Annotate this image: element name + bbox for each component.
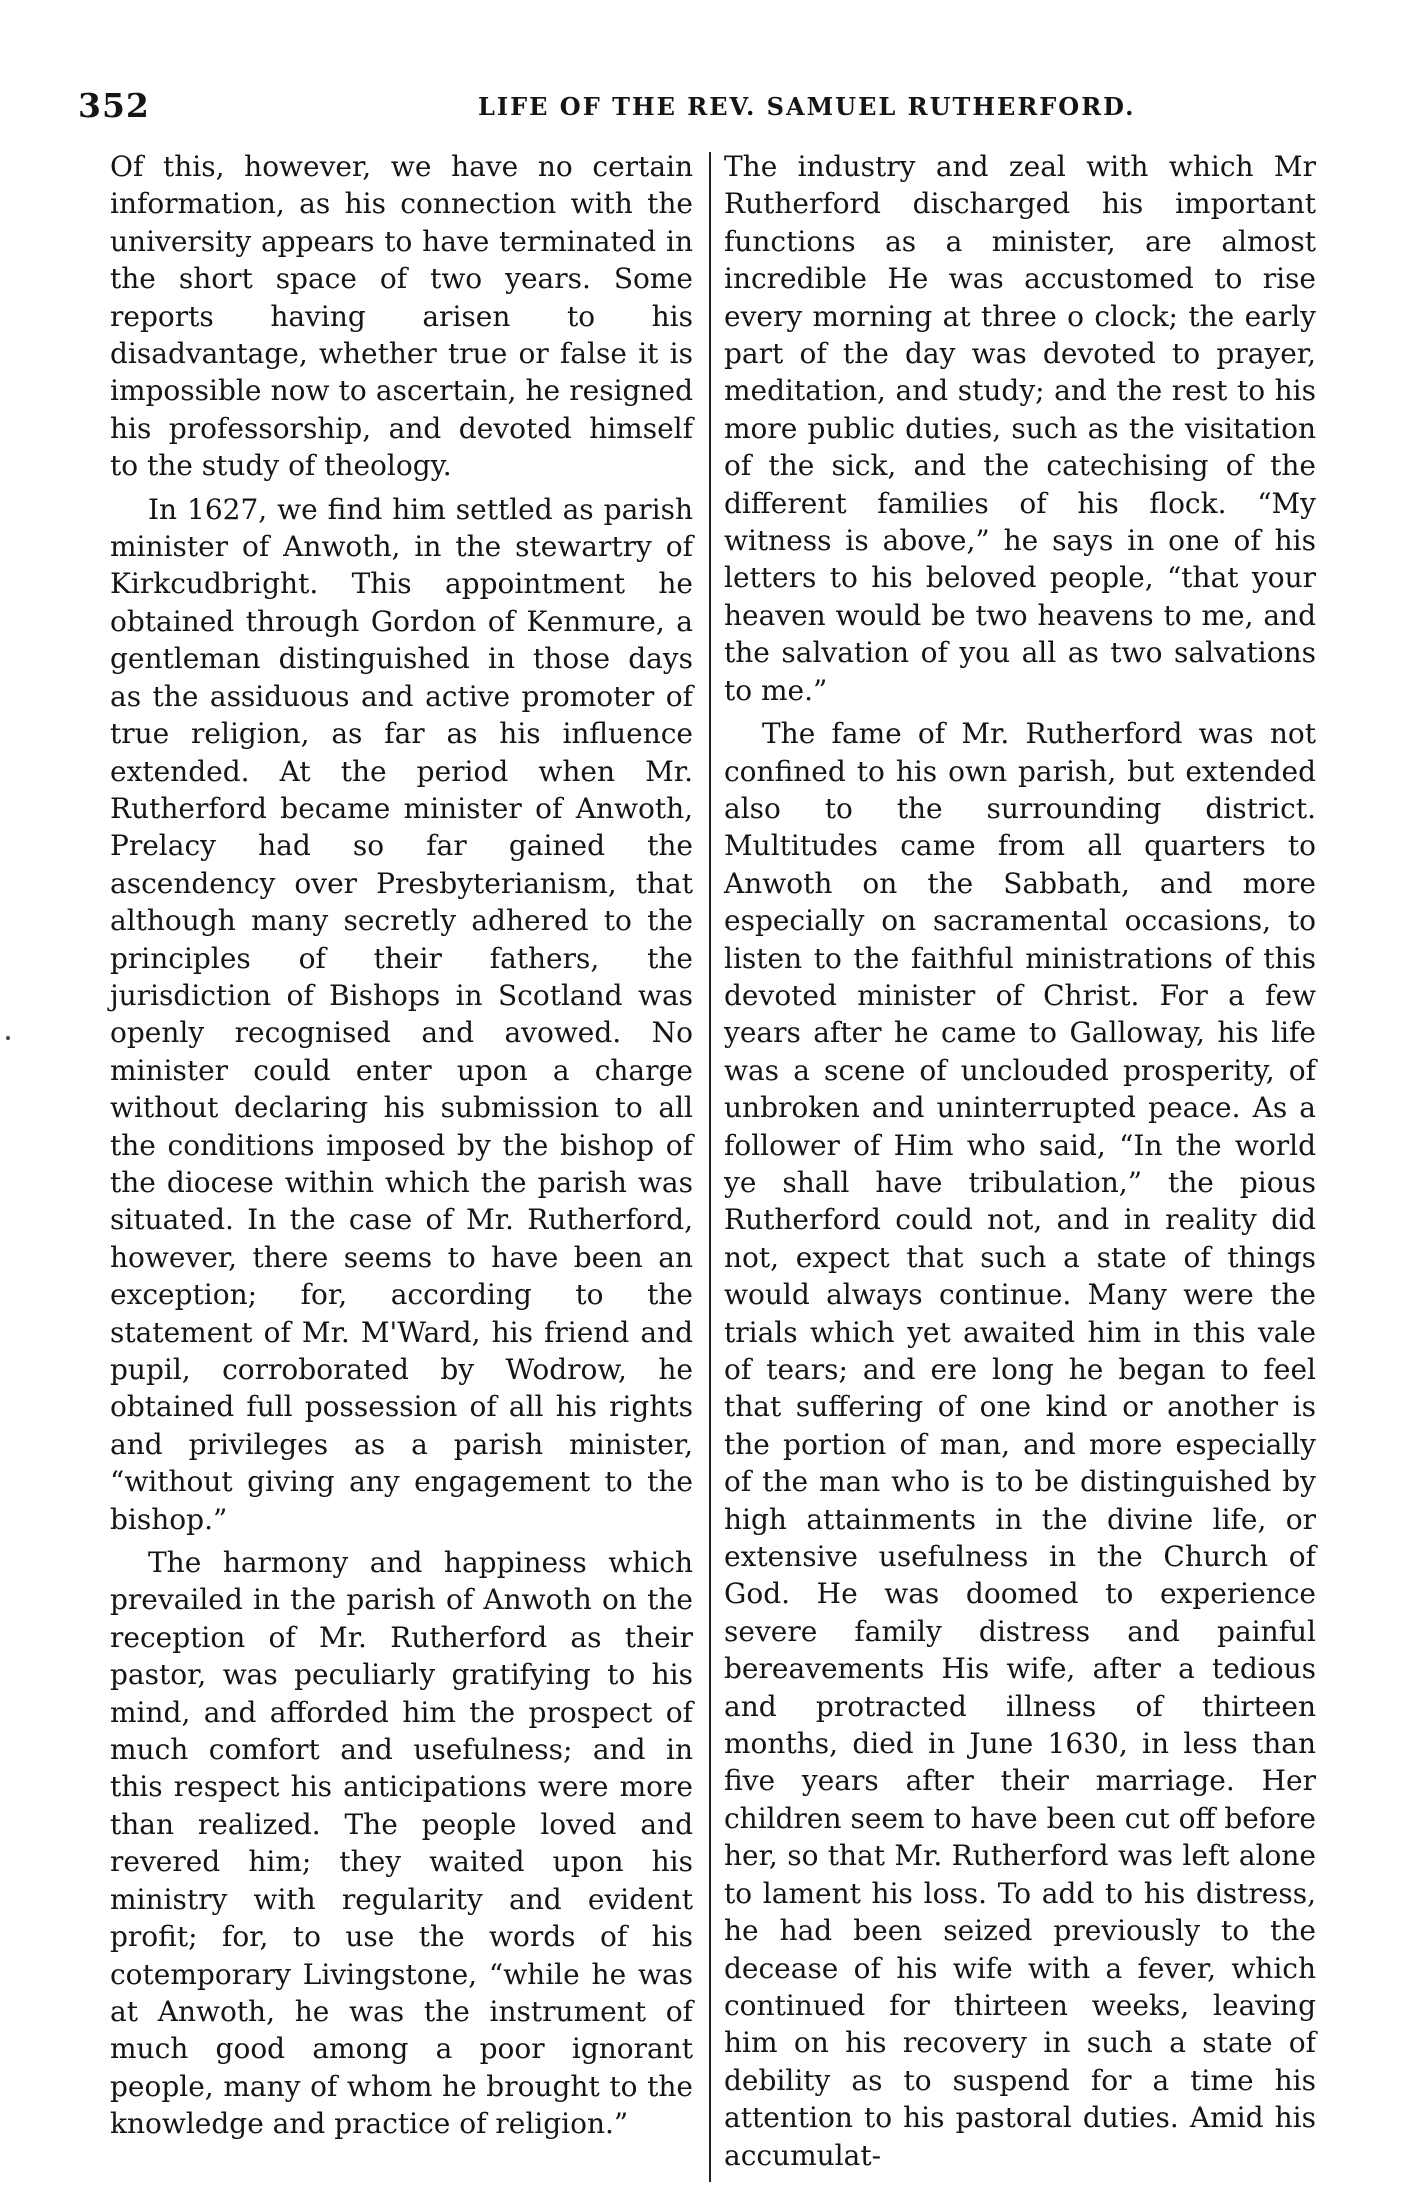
margin-speck [6,1036,10,1040]
paragraph: In 1627, we find him settled as parish minister of Anwoth, in the stewartry of Kirkcudbright. This appointment he obtained through Gordon of Kenmure, a gentleman distinguished in those days as the assiduous and active promoter of true religion, as far as his influence extended. At the period when Mr. Rutherford became minister of Anwoth, Prelacy had so far gained the ascendency over Presbyterianism, that although many secretly adhered to the principles of their fathers, the jurisdiction of Bishops in Scotland was openly recognised and avowed. No minister could enter upon a charge without declaring his submission to all the conditions imposed by the bishop of the diocese within which the parish was situated. In the case of Mr. Rutherford, however, there seems to have been an exception; for, according to the statement of Mr. M'Ward, his friend and pupil, corroborated by Wodrow, he obtained full possession of all his rights and privileges as a parish minister, “without giving any engagement to the bishop.” [110,492,693,1536]
page-number: 352 [78,86,150,125]
paragraph: Of this, however, we have no certain information, as his connection with the university appears to have terminated in the short space of two years. Some reports having arisen to his disadvantage, whether true or false it is impossible now to ascertain, he resigned his professorship, and devoted himself to the study of theology. [110,150,693,483]
right-column [724,148,1316,2174]
paragraph: The fame of Mr. Rutherford was not confined to his own parish, but extended also to the surrounding district. Multitudes came from all quarters to Anwoth on the Sabbath, and more especially on sacramental occasions, to listen to the faithful ministrations of this devoted minister of Christ. For a few years after he came to Galloway, his life was a scene of unclouded prosperity, of unbroken and uninterrupted peace. As a follower of Him who said, “In the world ye shall have tribulation,” the pious Rutherford could not, and in reality did not, expect that such a state of things would always continue. Many were the trials which yet awaited him in this vale of tears; and ere long he began to feel that suffering of one kind or another is the portion of man, and more especially of the man who is to be distinguished by high attainments in the divine life, or extensive usefulness in the Church of God. He was doomed to experience severe family distress and painful bereavements His wife, after a tedious and protracted illness of thirteen months, died in June 1630, in less than five years after their marriage. Her children seem to have been cut off before her, so that Mr. Rutherford was left alone to lament his loss. To add to his distress, he had been seized previously to the decease of his wife with a fever, which continued for thirteen weeks, leaving him on his recovery in such a state of debility as to suspend for a time his attention to his pastoral duties. Amid his accumulat- [724,717,1316,2172]
page-header [78,86,1328,136]
column-divider [709,152,711,2182]
running-title: LIFE OF THE REV. SAMUEL RUTHERFORD. [478,92,1136,121]
left-column [110,148,693,2143]
paragraph: The harmony and happiness which prevailed in the parish of Anwoth on the reception of Mr. Rutherford as their pastor, was peculiarly gratifying to his mind, and afforded him the prospect of much comfort and usefulness; and in this respect his anticipations were more than realized. The people loved and revered him; they waited upon his ministry with regularity and evident profit; for, to use the words of his cotemporary Livingstone, “while he was at Anwoth, he was the instrument of much good among a poor ignorant people, many of whom he brought to the knowledge and practice of religion.” [110,1546,693,2141]
paragraph: The industry and zeal with which Mr Rutherford discharged his important functions as a minister, are almost incredible He was accustomed to rise every morning at three o clock; the early part of the day was devoted to prayer, meditation, and study; and the rest to his more public duties, such as the visitation of the sick, and the catechising of the different families of his flock. “My witness is above,” he says in one of his letters to his beloved people, “that your heaven would be two heavens to me, and the salvation of you all as two salvations to me.” [724,150,1316,707]
